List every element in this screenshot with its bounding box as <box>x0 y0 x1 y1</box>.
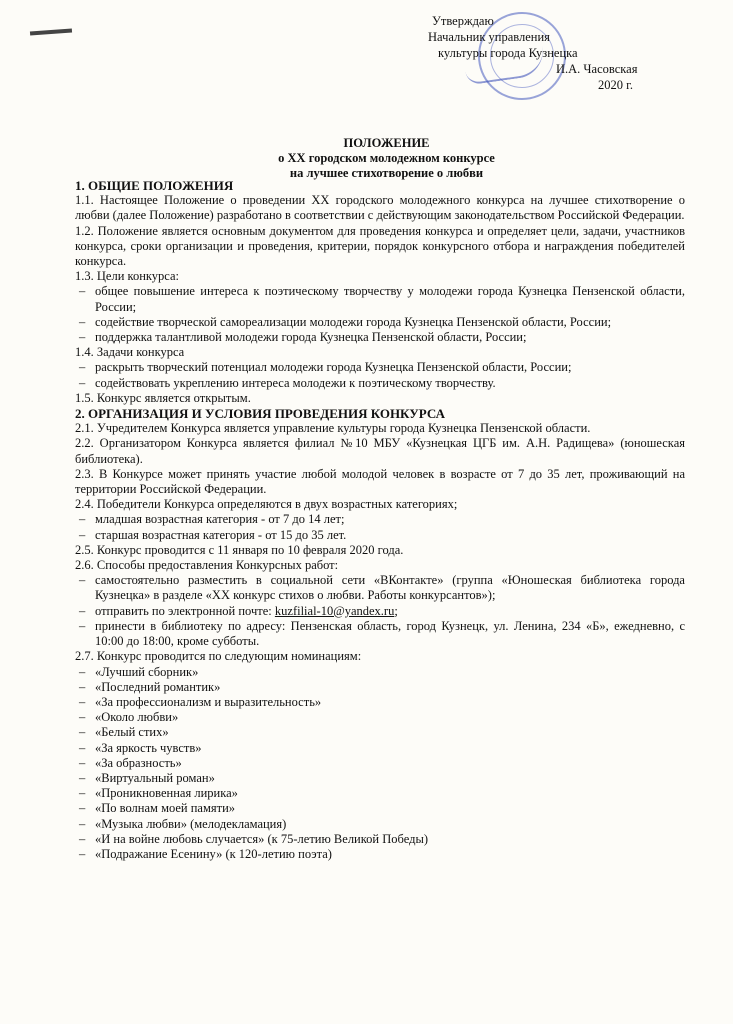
list-item: – «Лучший сборник» <box>75 665 685 680</box>
list-item: – принести в библиотеку по адресу: Пензенская область, город Кузнецк, ул. Ленина, 234 «Б», ежедневно, с 10:00 до 18:00, кроме субботы. <box>75 619 685 649</box>
list-item: – «Около любви» <box>75 710 685 725</box>
list-item <box>75 604 685 619</box>
list-item: – «Подражание Есенину» (к 120-летию поэта) <box>75 847 685 862</box>
list-item: – содействовать укреплению интереса молодежи к поэтическому творчеству. <box>75 376 685 391</box>
para-1-1: 1.1. Настоящее Положение о проведении XX городского молодежного конкурса на лучшее стихотворение о любви (далее Положение) разработано в соответствии с действующим законодательством Российской Федерации. <box>75 193 685 223</box>
list-item: – «И на войне любовь случается» (к 75-летию Великой Победы) <box>75 832 685 847</box>
list-item: – младшая возрастная категория - от 7 до 14 лет; <box>75 512 685 527</box>
document-body <box>75 178 685 862</box>
para-2-6: 2.6. Способы предоставления Конкурсных работ: <box>75 558 339 573</box>
methods-list <box>75 573 685 649</box>
nominations-list <box>75 665 685 863</box>
para-2-7: 2.7. Конкурс проводится по следующим номинациям: <box>75 649 362 664</box>
method2-suffix: ; <box>394 603 398 618</box>
list-item: – раскрыть творческий потенциал молодежи города Кузнецка Пензенской области, России; <box>75 360 685 375</box>
list-item: – поддержка талантливой молодежи города Кузнецка Пензенской области, России; <box>75 330 685 345</box>
list-item: – «По волнам моей памяти» <box>75 801 685 816</box>
para-2-4: 2.4. Победители Конкурса определяются в двух возрастных категориях; <box>75 497 458 512</box>
approval-date: 2020 г. <box>598 78 633 92</box>
tasks-list <box>75 360 685 390</box>
email-link[interactable]: kuzfilial-10@yandex.ru <box>274 603 395 618</box>
section1-heading: 1. ОБЩИЕ ПОЛОЖЕНИЯ <box>75 178 234 193</box>
list-item: – «Проникновенная лирика» <box>75 786 685 801</box>
list-item: – «Последний романтик» <box>75 680 685 695</box>
corner-mark <box>30 29 72 36</box>
goals-list <box>75 284 685 345</box>
para-1-5: 1.5. Конкурс является открытым. <box>75 390 251 405</box>
list-item: – «Белый стих» <box>75 725 685 740</box>
method2-prefix: отправить по электронной почте: <box>95 603 275 618</box>
approval-line3: культуры города Кузнецка <box>438 46 578 60</box>
para-1-2: 1.2. Положение является основным документом для проведения конкурса и определяет цели, задачи, участников конкурса, сроки организации и проведения, критерии, порядок конкурсного отбора и награждения победителей конкурса. <box>75 223 685 269</box>
list-item: – «Виртуальный роман» <box>75 771 685 786</box>
title-line3: на лучшее стихотворение о любви <box>289 166 484 180</box>
list-item: – «За яркость чувств» <box>75 741 685 756</box>
para-2-2: 2.2. Организатором Конкурса является филиал №10 МБУ «Кузнецкая ЦГБ им. А.Н. Радищева» (юношеская библиотека). <box>75 436 685 466</box>
approval-block <box>428 13 688 93</box>
list-item: – старшая возрастная категория - от 15 до 35 лет. <box>75 528 685 543</box>
list-item: – самостоятельно разместить в социальной сети «ВКонтакте» (группа «Юношеская библиотека города Кузнецка» в разделе «XX конкурс стихов о любви. Работы конкурсантов»); <box>75 573 685 603</box>
para-1-3: 1.3. Цели конкурса: <box>75 269 179 284</box>
list-item: – общее повышение интереса к поэтическому творчеству у молодежи города Кузнецка Пензенской области, России; <box>75 284 685 314</box>
document-title <box>0 136 733 181</box>
title-line1: ПОЛОЖЕНИЕ <box>343 136 430 150</box>
para-2-5: 2.5. Конкурс проводится с 11 января по 10 февраля 2020 года. <box>75 542 404 557</box>
approval-line2: Начальник управления <box>428 30 550 44</box>
para-1-4: 1.4. Задачи конкурса <box>75 345 185 360</box>
list-item: – содействие творческой самореализации молодежи города Кузнецка Пензенской области, России; <box>75 315 685 330</box>
para-2-1: 2.1. Учредителем Конкурса является управление культуры города Кузнецка Пензенской области. <box>75 421 591 436</box>
para-2-3: 2.3. В Конкурсе может принять участие любой молодой человек в возрасте от 7 до 35 лет, проживающий на территории Российской Федерации. <box>75 466 685 497</box>
list-item: – «За образность» <box>75 756 685 771</box>
title-line2: о XX городском молодежном конкурсе <box>278 151 495 165</box>
list-item: – «Музыка любви» (мелодекламация) <box>75 817 685 832</box>
categories-list <box>75 512 685 542</box>
approval-line1: Утверждаю <box>432 14 494 28</box>
section2-heading: 2. ОРГАНИЗАЦИЯ И УСЛОВИЯ ПРОВЕДЕНИЯ КОНКУРСА <box>75 406 445 422</box>
list-item: – «За профессионализм и выразительность» <box>75 695 685 710</box>
approval-signer: И.А. Часовская <box>556 62 638 76</box>
